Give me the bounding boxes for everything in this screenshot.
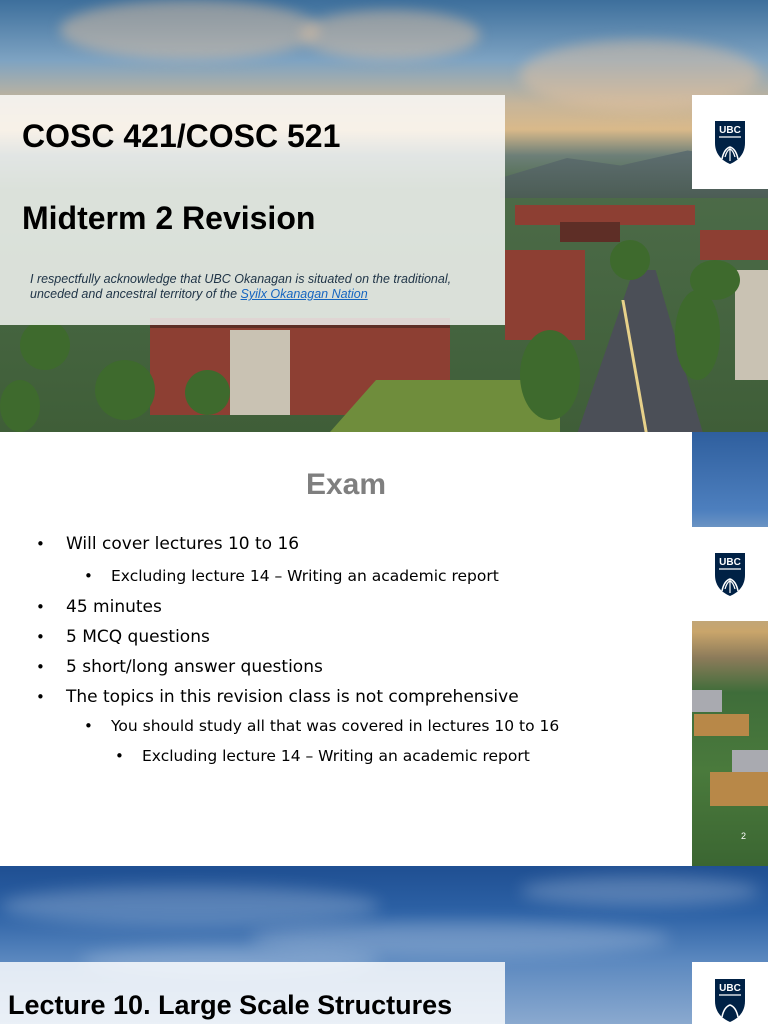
slide-2 xyxy=(0,432,768,866)
land-acknowledgement: I respectfully acknowledge that UBC Okanagan is situated on the traditional, unceded and ancestral territory of the Syilx Okanagan Nation xyxy=(30,272,452,301)
slide-1 xyxy=(0,0,768,432)
bullet-item: • 5 MCQ questions xyxy=(66,627,210,647)
syilx-okanagan-nation-link[interactable]: Syilx Okanagan Nation xyxy=(240,287,368,301)
bullet-item: • Will cover lectures 10 to 16 xyxy=(66,534,299,554)
ubc-crest-icon xyxy=(713,119,747,165)
ubc-logo xyxy=(692,527,768,621)
bullet-item: • Excluding lecture 14 – Writing an academic report xyxy=(111,567,499,585)
svg-text:UBC: UBC xyxy=(719,125,741,136)
bullet-item: • 45 minutes xyxy=(66,597,162,617)
campus-side-photo xyxy=(692,432,768,866)
page-number: 2 xyxy=(741,831,747,841)
slide-title: Exam xyxy=(305,468,387,501)
bullet-item: • Excluding lecture 14 – Writing an academic report xyxy=(142,747,530,765)
bullet-item: • The topics in this revision class is not comprehensive xyxy=(66,687,519,707)
course-code: COSC 421/COSC 521 xyxy=(22,118,341,154)
slide-title: Lecture 10. Large Scale Structures xyxy=(8,990,453,1020)
ubc-crest-icon xyxy=(713,977,747,1023)
bullet-item: • 5 short/long answer questions xyxy=(66,657,323,677)
bullet-item: • You should study all that was covered in lectures 10 to 16 xyxy=(111,717,559,735)
svg-text:UBC: UBC xyxy=(719,983,741,994)
svg-text:UBC: UBC xyxy=(719,557,741,568)
slide-title: Midterm 2 Revision xyxy=(22,200,316,236)
ubc-crest-icon xyxy=(713,551,747,597)
slide-3 xyxy=(0,866,768,1024)
ubc-logo xyxy=(692,962,768,1024)
ubc-logo xyxy=(692,95,768,189)
